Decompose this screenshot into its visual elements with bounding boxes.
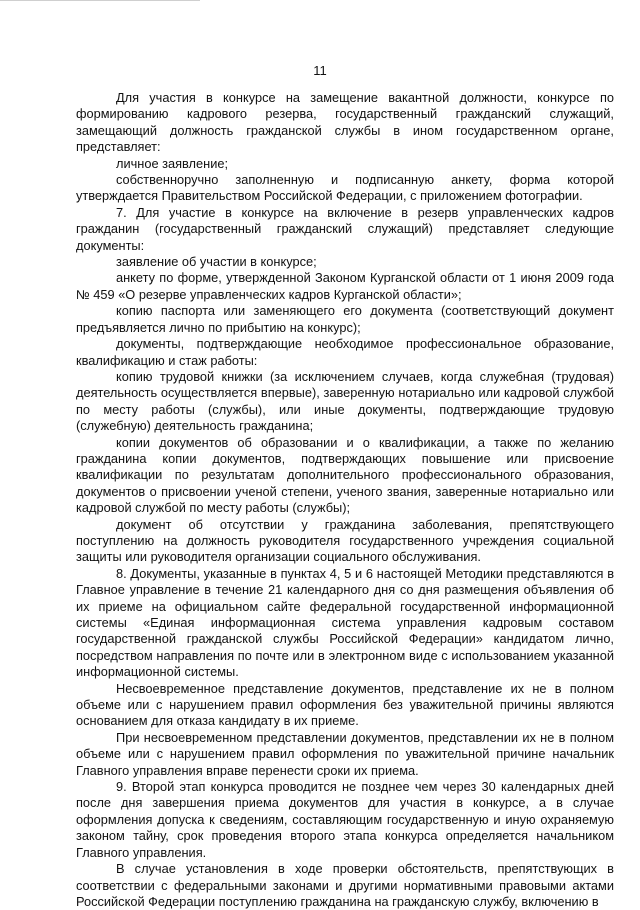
paragraph-health-document: документ об отсутствии у гражданина заболевания, препятствующего поступлению на должность руководителя государственного учреждения социальной защиты или руководителя организации социального обслуживания.	[76, 516, 614, 565]
paragraph-verification-circumstances: В случае установления в ходе проверки обстоятельств, препятствующих в соответствии с федеральными законами и другими нормативными правовыми актами Российской Федерации поступлению гражданина на гражданскую службу, включению в	[76, 861, 614, 909]
paragraph-item-8: 8. Документы, указанные в пунктах 4, 5 и 6 настоящей Методики представляются в Главное управление в течение 21 календарного дня со дня размещения объявления об их приеме на официальном сайте федеральной государственной информационной системы «Единая информационная система управления кадровым составом государственной гражданской службы Российской Федерации» кандидатом лично, посредством направления по почте или в электронном виде с использованием указанной информационной системы.	[76, 565, 614, 680]
paragraph-participation-servant: Для участия в конкурсе на замещение вакантной должности, конкурсе по формированию кадрового резерва, государственный гражданский служащий, замещающий должность гражданской службы в ином государственном органе, представляет:	[76, 90, 614, 155]
paragraph-education-documents: документы, подтверждающие необходимое профессиональное образование, квалификацию и стаж работы:	[76, 336, 614, 368]
page-number: 11	[313, 63, 327, 78]
paragraph-valid-reason: При несвоевременном представлении документов, представлении их не в полном объеме или с нарушением правил оформления по уважительной причине начальник Главного управления вправе перенести сроки их приема.	[76, 729, 614, 778]
paragraph-passport-copy: копию паспорта или заменяющего его документа (соответствующий документ предъявляется лично по прибытию на конкурс);	[76, 303, 614, 335]
paragraph-item-9: 9. Второй этап конкурса проводится не позднее чем через 30 календарных дней после дня завершения приема документов для участия в конкурсе, а в случае оформления допуска к сведениям, составляющим государственную и иную охраняемую законом тайну, срок проведения второго этапа конкурса определяется начальником Главного управления.	[76, 779, 614, 860]
paragraph-personal-application: личное заявление;	[116, 155, 229, 171]
document-body	[76, 90, 614, 910]
paragraph-participation-application: заявление об участии в конкурсе;	[116, 254, 317, 270]
paragraph-late-submission: Несвоевременное представление документов, представление их не в полном объеме или с нарушением правил оформления без уважительной причины являются основанием для отказа кандидату в их приеме.	[76, 680, 614, 729]
paragraph-education-copies: копии документов об образовании и о квалификации, а также по желанию гражданина копии документов, подтверждающих повышение или присвоение квалификации по результатам дополнительного профессионального образования, документов о присвоении ученой степени, ученого звания, заверенные нотариально или кадровой службой по месту работы (службы);	[76, 434, 614, 516]
scan-top-edge	[0, 0, 200, 1]
paragraph-handwritten-form: собственноручно заполненную и подписанную анкету, форма которой утверждается Правительством Российской Федерации, с приложением фотографии.	[76, 172, 614, 204]
paragraph-employment-record: копию трудовой книжки (за исключением случаев, когда служебная (трудовая) деятельность осуществляется впервые), заверенную нотариально или кадровой службой по месту работы (службы), или иные документы, подтверждающие трудовую (служебную) деятельность гражданина;	[76, 368, 614, 434]
paragraph-item-7: 7. Для участие в конкурсе на включение в резерв управленческих кадров гражданин (государственный гражданский служащий) представляет следующие документы:	[76, 204, 614, 253]
paragraph-questionnaire: анкету по форме, утвержденной Законом Курганской области от 1 июня 2009 года № 459 «О резерве управленческих кадров Курганской области»;	[76, 270, 614, 302]
